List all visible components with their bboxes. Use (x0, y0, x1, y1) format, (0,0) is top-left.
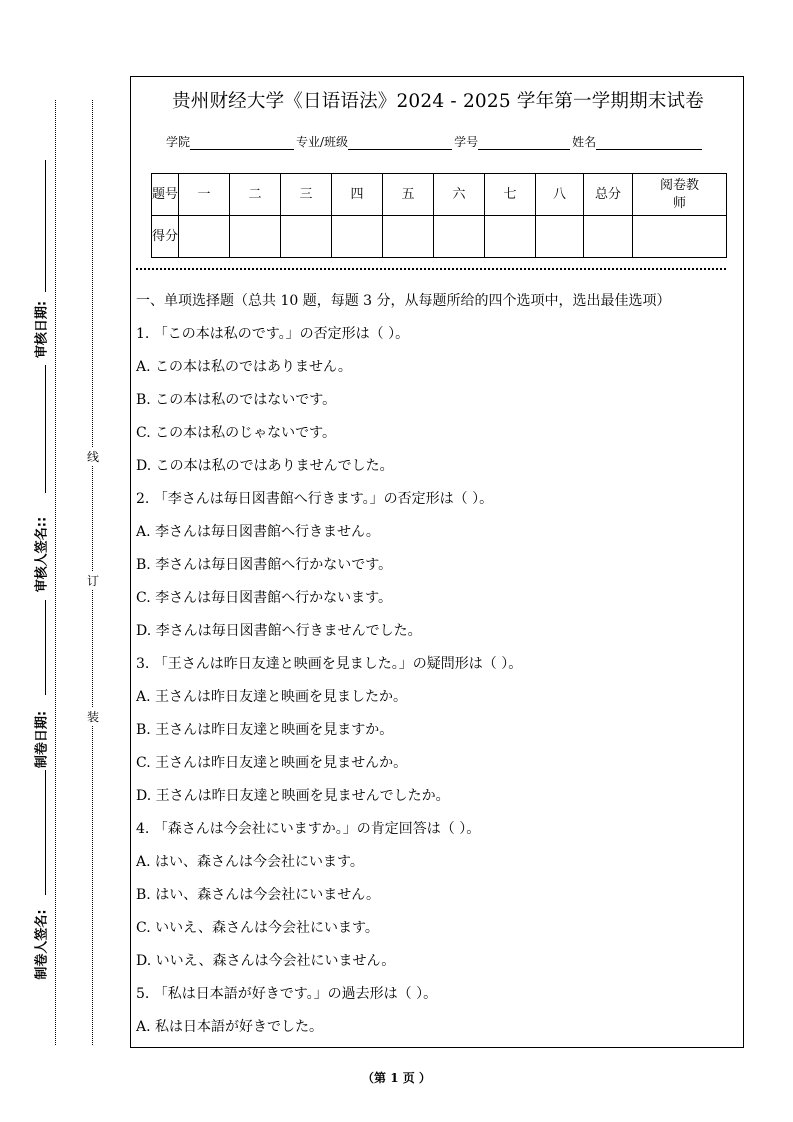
q3-option-b[interactable]: B. 王さんは昨日友達と映画を見ますか。 (136, 722, 394, 738)
col-5: 五 (383, 174, 434, 216)
q1-option-a[interactable]: A. この本は私のではありません。 (136, 359, 352, 375)
col-7: 七 (485, 174, 536, 216)
score-cell-6[interactable] (434, 216, 485, 258)
maker-date-label: 制卷日期: (34, 710, 50, 769)
col-3: 三 (281, 174, 332, 216)
q3-option-c[interactable]: C. 王さんは昨日友達と映画を見ませんか。 (136, 755, 408, 771)
maker-sign-label: 制卷人签名: (34, 909, 50, 980)
score-cell-3[interactable] (281, 216, 332, 258)
score-row2-label: 得分 (152, 216, 179, 258)
score-row1-label: 题号 (152, 174, 179, 216)
maker-date-line (45, 600, 46, 695)
q4-option-d[interactable]: D. いいえ、森さんは今会社にいません。 (136, 953, 396, 969)
q4-option-c[interactable]: C. いいえ、森さんは今会社にいます。 (136, 920, 379, 936)
q3-stem: 3. 「王さんは昨日友達と映画を見ました。」の疑問形は（ ）。 (136, 656, 523, 672)
col-8: 八 (536, 174, 584, 216)
binding-mark-bind: 订 (86, 574, 99, 588)
q3-option-d[interactable]: D. 王さんは昨日友達と映画を見ませんでしたか。 (136, 788, 450, 804)
q1-option-b[interactable]: B. この本は私のではないです。 (136, 392, 337, 408)
field-id-label: 学号 (454, 135, 479, 149)
reviewer-date-label: 审核日期: (34, 300, 50, 359)
col-2: 二 (230, 174, 281, 216)
score-cell-5[interactable] (383, 216, 434, 258)
q3-option-a[interactable]: A. 王さんは昨日友達と映画を見ましたか。 (136, 689, 408, 705)
field-major-blank[interactable] (348, 137, 452, 150)
q2-option-c[interactable]: C. 李さんは毎日図書館へ行かないます。 (136, 590, 392, 606)
q2-option-b[interactable]: B. 李さんは毎日図書館へ行かないです。 (136, 557, 393, 573)
field-name-label: 姓名 (572, 135, 597, 149)
reviewer-date-line (45, 365, 46, 493)
question-section (136, 291, 736, 1050)
q1-option-c[interactable]: C. この本は私のじゃないです。 (136, 425, 336, 441)
q2-option-d[interactable]: D. 李さんは毎日図書館へ行きませんでした。 (136, 623, 422, 639)
score-cell-grader[interactable] (633, 216, 727, 258)
q5-stem: 5. 「私は日本語が好きです。」の過去形は（ ）。 (136, 986, 438, 1002)
reviewer-signature-line (45, 160, 46, 292)
score-cell-2[interactable] (230, 216, 281, 258)
reviewer-sign-label: 审核人签名:: (34, 516, 50, 593)
outer-dotted-line (55, 100, 56, 1045)
q4-option-a[interactable]: A. はい、森さんは今会社にいます。 (136, 854, 364, 870)
binding-mark-line: 线 (86, 450, 99, 464)
q2-option-a[interactable]: A. 李さんは毎日図書館へ行きません。 (136, 524, 380, 540)
score-cell-total[interactable] (584, 216, 633, 258)
col-total: 总分 (584, 174, 633, 216)
score-cell-4[interactable] (332, 216, 383, 258)
maker-sign-line (45, 770, 46, 895)
q4-option-b[interactable]: B. はい、森さんは今会社にいません。 (136, 887, 381, 903)
score-table (151, 173, 727, 258)
col-grader: 阅卷教师 (633, 174, 727, 216)
binding-mark-pack: 装 (86, 710, 99, 724)
q4-stem: 4. 「森さんは今会社にいますか。」の肯定回答は（ ）。 (136, 821, 481, 837)
score-cell-8[interactable] (536, 216, 584, 258)
q2-stem: 2. 「李さんは毎日図書館へ行きます。」の否定形は（ ）。 (136, 491, 494, 507)
section-heading: 一、单项选择题（总共 10 题，每题 3 分，从每题所给的四个选项中，选出最佳选项） (136, 293, 671, 309)
student-info-row (166, 133, 704, 150)
q1-option-d[interactable]: D. この本は私のではありませんでした。 (136, 458, 394, 474)
score-cell-1[interactable] (179, 216, 230, 258)
field-name-blank[interactable] (596, 137, 702, 150)
q5-option-a[interactable]: A. 私は日本語が好きでした。 (136, 1019, 324, 1035)
col-4: 四 (332, 174, 383, 216)
field-id-blank[interactable] (478, 137, 570, 150)
separator-dotted (136, 268, 726, 270)
page-number: （第 1 页 ） (362, 1071, 431, 1085)
q1-stem: 1. 「この本は私のです。」の否定形は（ ）。 (136, 326, 410, 342)
field-major-label: 专业/班级 (296, 135, 349, 149)
field-college-label: 学院 (166, 135, 191, 149)
exam-title: 贵州财经大学《日语语法》2024 - 2025 学年第一学期期末试卷 (172, 91, 704, 112)
score-cell-7[interactable] (485, 216, 536, 258)
field-college-blank[interactable] (190, 137, 294, 150)
col-6: 六 (434, 174, 485, 216)
exam-frame (130, 76, 744, 1048)
col-1: 一 (179, 174, 230, 216)
